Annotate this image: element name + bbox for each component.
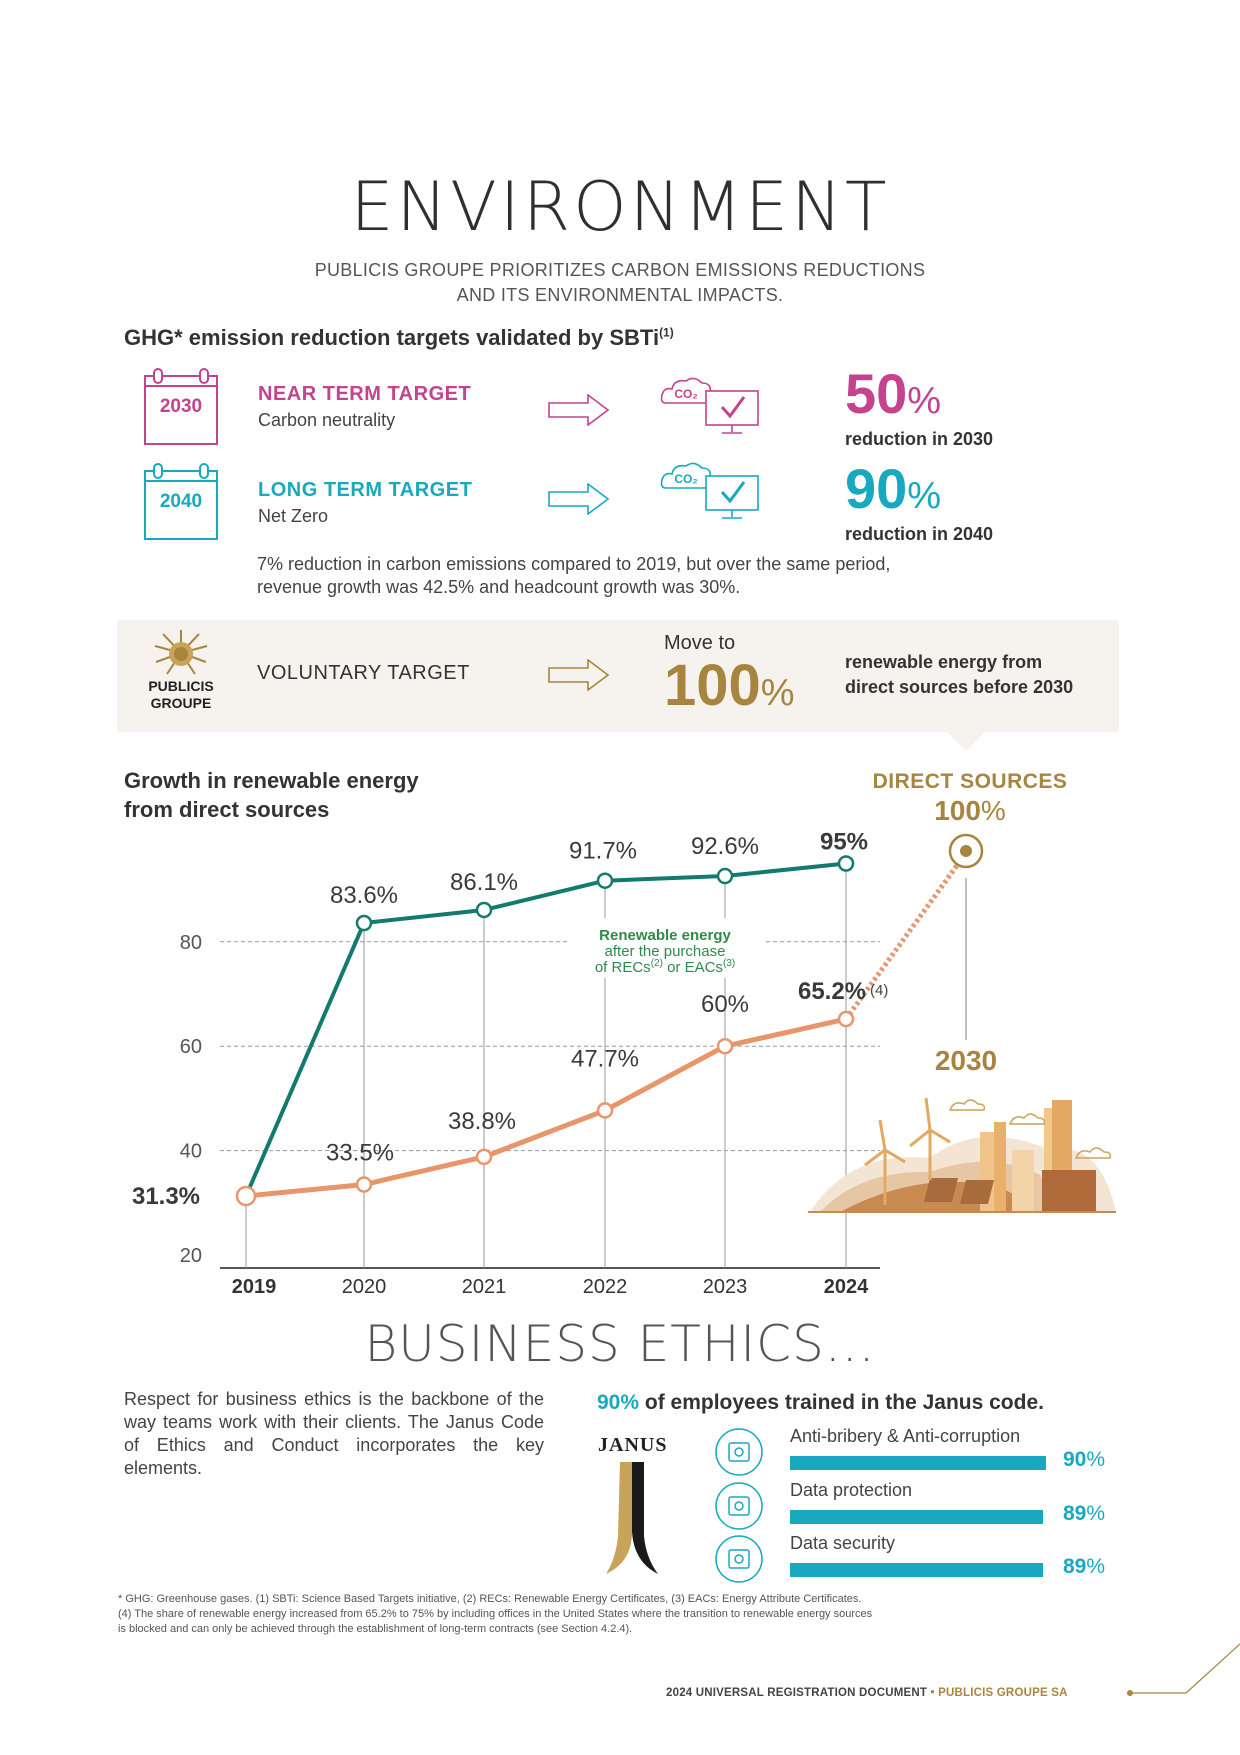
data-point (839, 1012, 853, 1026)
data-label: 86.1% (449, 868, 519, 896)
growth-heading-line-2: from direct sources (124, 797, 330, 822)
data-point (477, 903, 491, 917)
pct-number: 90 (845, 457, 908, 520)
data-point (718, 1039, 732, 1053)
x-tick-label: 2021 (461, 1276, 507, 1298)
data-label: 83.6% (329, 882, 399, 910)
y-tick-label: 20 (179, 1245, 202, 1267)
y-tick-label: 80 (179, 931, 202, 954)
y-tick-label: 40 (179, 1140, 202, 1163)
data-point (357, 916, 371, 930)
data-protection-icon (714, 1481, 764, 1531)
subtitle-line-1: PUBLICIS GROUPE PRIORITIZES CARBON EMISSIONS REDUCTIONS (314, 260, 926, 280)
calendar-year: 2040 (159, 491, 203, 512)
voluntary-desc-line-1: renewable energy from (845, 652, 1043, 672)
data-point (237, 1187, 255, 1205)
ethics-heading (597, 1391, 1044, 1415)
x-tick-label: 2019 (231, 1276, 277, 1298)
data-label: 47.7% (570, 1045, 640, 1073)
pct-number: 100 (664, 653, 761, 718)
near-term-title: NEAR TERM TARGET (258, 383, 472, 405)
voluntary-target-label: VOLUNTARY TARGET (257, 662, 470, 684)
y-tick-label: 60 (179, 1036, 202, 1059)
series-line-1 (246, 1019, 846, 1196)
footnote-line-2: (4) The share of renewable energy increased from 65.2% to 75% by including offices in the United States where the transition to renewable energy sources (118, 1608, 873, 1620)
footer-sep: • (927, 1687, 939, 1699)
value-number: 90 (1063, 1448, 1087, 1471)
data-point (477, 1150, 491, 1164)
series-annotation (568, 918, 764, 978)
footer-company: PUBLICIS GROUPE SA (938, 1687, 1068, 1699)
value-unit: % (1086, 1502, 1106, 1525)
data-label: 92.6% (690, 833, 760, 861)
data-point (839, 857, 853, 871)
ethics-description: Respect for business ethics is the backbone of the way teams work with their clients. The Janus Code of Ethics and Conduct incorporates the key elements. (124, 1389, 544, 1478)
x-tick-label: 2024 (823, 1276, 869, 1298)
direct-sources-label: DIRECT SOURCES (872, 770, 1068, 793)
ethics-title: BUSINESS ETHICS... (364, 1315, 876, 1373)
ethics-item-value (1063, 1502, 1105, 1526)
annotation-line-3: of RECs$^{(2)}$ or EACs$^{(3)}$ (594, 958, 736, 976)
svg-text:CO₂: CO₂ (674, 472, 698, 486)
target-year-label: 2030 (934, 1045, 998, 1076)
long-term-pct-label: reduction in 2040 (845, 524, 994, 544)
svg-text:CO₂: CO₂ (674, 387, 698, 401)
logo-line-1: PUBLICIS (148, 678, 214, 694)
data-label: 38.8% (447, 1107, 517, 1135)
ethics-progress-bar (790, 1456, 1046, 1470)
pct-unit: % (907, 380, 942, 422)
x-tick-label: 2022 (582, 1276, 628, 1298)
ethics-item-label: Data security (790, 1533, 896, 1553)
footnote-line-3: is blocked and can only be achieved through the establishment of long-term contracts (see Section 4.2.4). (118, 1623, 633, 1635)
pct-number: 100 (934, 795, 981, 826)
city-illustration (808, 1098, 1116, 1212)
ethics-heading-rest: of employees trained in the Janus code. (639, 1391, 1044, 1414)
ethics-progress-bar (790, 1510, 1043, 1524)
ethics-item-value (1063, 1448, 1105, 1472)
annotation-line-1: Renewable energy (599, 927, 731, 944)
pct-unit: % (980, 795, 1006, 826)
footer-corner-line (1126, 1640, 1240, 1700)
ghg-heading-text: GHG* emission reduction targets validated by SBTi (124, 325, 660, 350)
near-term-pct-label: reduction in 2030 (845, 429, 994, 449)
pct-unit: % (907, 475, 942, 517)
target-marker-dot (960, 845, 972, 857)
ethics-item-value (1063, 1555, 1105, 1579)
footnotes (118, 1592, 1078, 1637)
emissions-note-line-1: 7% reduction in carbon emissions compared to 2019, but over the same period, (257, 554, 891, 574)
move-to-label: Move to (664, 632, 736, 654)
value-unit: % (1086, 1448, 1106, 1471)
janus-logo-icon (592, 1462, 672, 1581)
value-number: 89 (1063, 1555, 1087, 1578)
data-label: 31.3% (131, 1183, 201, 1211)
data-label: 91.7% (568, 837, 638, 865)
data-label: 65.2% (797, 978, 867, 1006)
anti-bribery-icon (714, 1427, 764, 1477)
data-point (598, 1103, 612, 1117)
pct-unit: % (760, 672, 795, 714)
data-label: 33.5% (325, 1139, 395, 1167)
data-point (718, 869, 732, 883)
growth-heading-line-1: Growth in renewable energy (124, 768, 419, 793)
value-unit: % (1086, 1555, 1106, 1578)
page-title: ENVIRONMENT (350, 168, 890, 247)
data-point (598, 874, 612, 888)
voluntary-desc-line-2: direct sources before 2030 (845, 677, 1074, 697)
x-tick-label: 2023 (702, 1276, 748, 1298)
data-label: 60% (700, 991, 750, 1019)
ethics-item-label: Anti-bribery & Anti-corruption (790, 1426, 1021, 1446)
near-term-subtitle: Carbon neutrality (258, 410, 396, 430)
footer-doc: 2024 UNIVERSAL REGISTRATION DOCUMENT (666, 1687, 928, 1699)
janus-wordmark: JANUS (598, 1434, 668, 1456)
footnote-mark-4: (4) (870, 982, 889, 999)
emissions-note-line-2: revenue growth was 42.5% and headcount growth was 30%. (257, 577, 741, 597)
subtitle-line-2: AND ITS ENVIRONMENTAL IMPACTS. (456, 285, 784, 305)
footnote-line-1: * GHG: Greenhouse gases. (1) SBTi: Science Based Targets initiative, (2) RECs: Renewable Energy Certificates, (3) EACs: Energy Attribute Certificates. (118, 1593, 862, 1605)
pct-number: 50 (845, 362, 908, 425)
data-security-icon (714, 1534, 764, 1584)
annotation-line-2: after the purchase (604, 943, 726, 960)
page-footer (666, 1687, 1068, 1699)
ethics-heading-pct: 90% (597, 1391, 640, 1414)
value-number: 89 (1063, 1502, 1087, 1525)
long-term-subtitle: Net Zero (258, 506, 329, 526)
ethics-item-label: Data protection (790, 1480, 913, 1500)
x-tick-label: 2020 (341, 1276, 387, 1298)
data-point (357, 1178, 371, 1192)
calendar-year: 2030 (159, 396, 203, 417)
ghg-heading-sup: (1) (659, 325, 674, 340)
logo-line-2: GROUPE (150, 695, 212, 711)
long-term-title: LONG TERM TARGET (258, 479, 473, 501)
data-label: 95% (819, 828, 869, 856)
ethics-progress-bar (790, 1563, 1043, 1577)
